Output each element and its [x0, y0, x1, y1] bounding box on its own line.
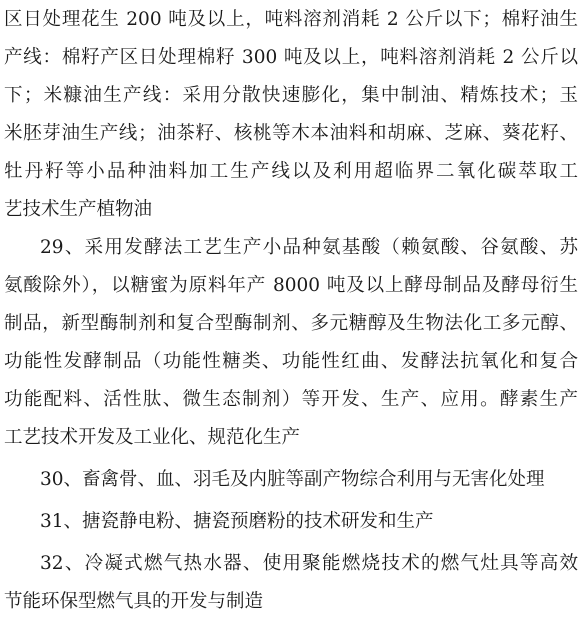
text-line: 产线：棉籽产区日处理棉籽 300 吨及以上，吨料溶剂消耗 2 公斤以 — [4, 47, 578, 68]
text-line: 功能配料、活性肽、微生态制剂）等开发、生产、应用。酵素生产 — [4, 389, 578, 410]
text-line: 制品，新型酶制剂和复合型酶制剂、多元糖醇及生物法化工多元醇、 — [4, 313, 578, 334]
text-line: 区日处理花生 200 吨及以上，吨料溶剂消耗 2 公斤以下；棉籽油生 — [4, 9, 578, 30]
text-line: 下；米糠油生产线：采用分散快速膨化，集中制油、精炼技术；玉 — [4, 85, 578, 106]
item-29-heading: 29、采用发酵法工艺生产小品种氨基酸（赖氨酸、谷氨酸、苏 — [40, 237, 578, 258]
item-31: 31、搪瓷静电粉、搪瓷预磨粉的技术研发和生产 — [40, 511, 434, 532]
text-line: 节能环保型燃气具的开发与制造 — [4, 591, 264, 612]
item-32-heading: 32、冷凝式燃气热水器、使用聚能燃烧技术的燃气灶具等高效 — [40, 553, 578, 574]
text-line: 牡丹籽等小品种油料加工生产线以及利用超临界二氧化碳萃取工 — [4, 161, 578, 182]
text-line: 功能性发酵制品（功能性糖类、功能性红曲、发酵法抗氧化和复合 — [4, 351, 578, 372]
item-30: 30、畜禽骨、血、羽毛及内脏等副产物综合利用与无害化处理 — [40, 469, 545, 490]
text-line: 氨酸除外），以糖蜜为原料年产 8000 吨及以上酵母制品及酵母衍生 — [4, 275, 578, 296]
text-line: 米胚芽油生产线；油茶籽、核桃等木本油料和胡麻、芝麻、葵花籽、 — [4, 123, 578, 144]
text-line: 艺技术生产植物油 — [4, 199, 153, 220]
text-line: 工艺技术开发及工业化、规范化生产 — [4, 427, 301, 448]
